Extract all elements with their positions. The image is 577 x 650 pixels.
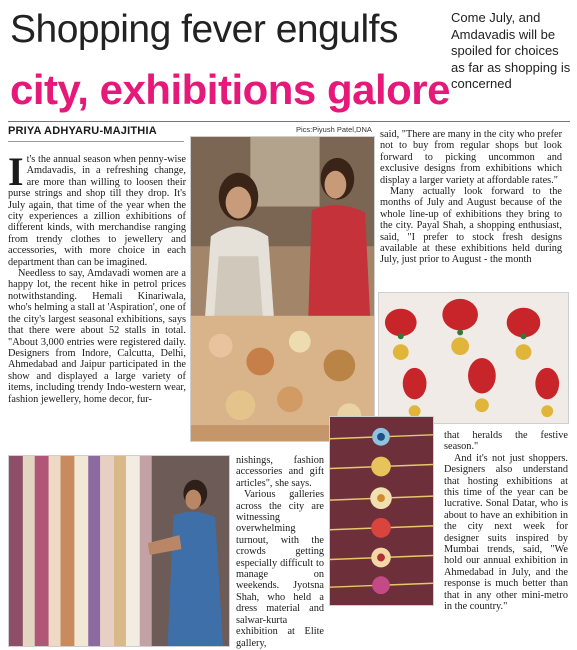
subheadline: city, exhibitions galore bbox=[10, 66, 450, 113]
deck-text: Come July, and Amdavadis will be spoiled for choices as far as shopping is concerned bbox=[451, 10, 571, 91]
article-column-1 bbox=[8, 149, 186, 405]
paragraph: Many actually look forward to the months of July and August because of the whole line-up of exhibitions they bring to the city. Payal Shah, a shopping enthusiast, said, "I prefer to stock fresh designs available at these exhibitions held during July, just prior to August - the month bbox=[380, 186, 562, 266]
shoppers-photo-image bbox=[191, 137, 374, 441]
sari-photo-image bbox=[9, 456, 229, 646]
rakhi-photo-image bbox=[330, 417, 433, 605]
divider-rule bbox=[8, 121, 570, 122]
article-column-3 bbox=[380, 129, 562, 266]
paragraph: Needless to say, Amdavadi women are a happy lot, the recent hike in petrol prices notwithstanding. Hemali Kinariwala, who's helming a stall at 'Aspiration', one of the city's largest seasonal exhibitions, says that there were about 52 stalls in total. "About 3,000 entries were registered daily. Designers from Indore, Calcutta, Delhi, Ahmedabad and Jaipur participated in the show and displayed a large variety of items, including trendy Indo-western wear, fashion jewellery, home decor, fur- bbox=[8, 268, 186, 405]
paragraph: nishings, fashion accessories and gift articles", she says. bbox=[236, 455, 324, 489]
photo-credit: Pics:Piyush Patel,DNA bbox=[296, 125, 372, 134]
photo-shoppers-at-stall bbox=[190, 136, 375, 442]
byline: PRIYA ADHYARU-MAJITHIA bbox=[8, 125, 157, 137]
headline: Shopping fever engulfs bbox=[10, 8, 398, 51]
paragraph: Various galleries across the city are witnessing overwhelming turnout, with the crowds getting especially difficult to manage on weekends. Jyotsna Shah, who held a dress material and salwar-kurta exhibition at Elite gallery, bbox=[236, 489, 324, 649]
byline-rule bbox=[8, 141, 184, 142]
photo-sari-stall bbox=[8, 455, 230, 647]
photo-rakhis bbox=[329, 416, 434, 606]
dropcap: I bbox=[8, 149, 24, 194]
jewellery-photo-image bbox=[379, 293, 568, 423]
paragraph: that heralds the festive season." bbox=[444, 430, 568, 453]
paragraph: And it's not just shoppers. Designers also understand that hosting exhibitions at this time of the year can be lucrative. Sonal Datar, who is about to have an exhibition in the city next week for designer suits inspired by Mumbai trends, said, "We hold our annual exhibition in Ahmedabad in July, and the response is much better than that in any other mini-metro in the country." bbox=[444, 452, 568, 613]
photo-jewellery bbox=[378, 292, 569, 424]
paragraph: t's the annual season when penny-wise Amdavadis, in a refreshing change, are more than willing to loosen their purse strings and shop till they drop. It's July again, that time of the year when the city experiences a zillion exhibitions of different kinds, with merchandise ranging from trendy clothes to jewellery and accessories, with more choice in each department than can be imagined. bbox=[8, 154, 186, 268]
article-column-4 bbox=[444, 430, 568, 613]
article-column-2 bbox=[236, 455, 324, 649]
paragraph: said, "There are many in the city who prefer not to buy from regular shops but look forward to picking uncommon and exclusive designs from exhibitions which display a larger variety at affordable rates." bbox=[380, 129, 562, 186]
